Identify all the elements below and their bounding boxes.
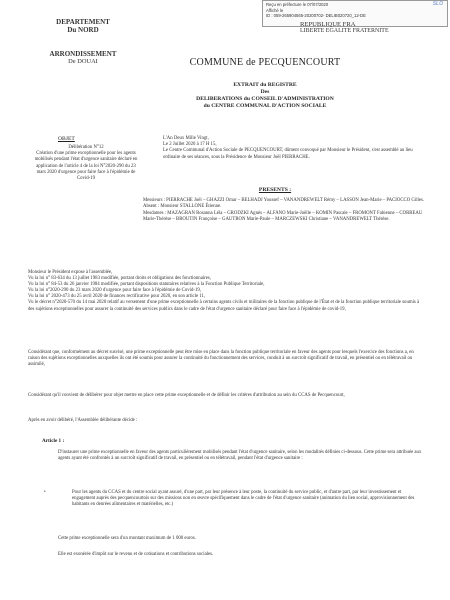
visa-4: Vu la loi n° 2020-473 du 25 avril 2020 de finances rectificative pour 2020, en son article 11,: [28, 294, 206, 300]
decision-intro: [28, 418, 423, 424]
republic-label: REPUBLIQUE FRA: [300, 21, 356, 28]
stamp-received: Reçu en préfecture le 07/07/2020: [266, 2, 329, 7]
visa-5: Vu le décret n°2020-570 du 14 mai 2020 relatif au versement d'une prime exceptionnelle à certains agents civils et militaires de la fonction publique de l'État et de la fonction publique territoriale soumis à des sujétions exceptionnelles pour assurer la continuité des services publics dans le cadre de l'état d'urgence sanitaire déclaré pour faire face à l'épidémie de covid-19,: [28, 300, 420, 312]
presents-title: PRESENTS :: [258, 187, 292, 193]
article-1-title: Article 1 :: [42, 438, 65, 444]
visa-2: Vu la loi n° 84-53 du 26 janvier 1984 modifiée, portant dispositions statutaires relatives à la Fonction Publique Territoriale,: [28, 282, 265, 288]
considerant-2: [28, 393, 423, 399]
bullet-item: [28, 490, 423, 508]
considerant-text-1: Considérant que, conformément au décret susvisé, une prime exceptionnelle peut être mise en place dans la fonction publique territoriale en faveur des agents pour lesquels l'exercice des fonctions a, en raison des sujétions exceptionnelles auxquelles ils ont été soumis pour assurer la continuité du fonctionnement des services, conduit à un surcroît significatif de travail, en présentiel ou en télétravail ou assimilé,: [28, 350, 414, 368]
article-1-text: D'instaurer une prime exceptionnelle en faveur des agents particulièrement mobilisés pendant l'état d'urgence sanitaire, selon les modalités définies ci-dessous. Cette prime sera attribuée aux agents ayant été confrontés à un surcroît significatif de travail, en présentiel ou en télétravail, pendant l'état d'urgence sanitaire :: [58, 450, 422, 462]
presents-list: Messieurs : PIERRACHE Joël – GHAZZI Omar – BELHADJ Youssef – VANANDREWELT Rémy – LASSON Jean-Marie – PACIOCCO Gilles. Absent : Monsieur STALLONE Étienne. Mesdames : MAZAGRAN Rosanna Léla – GRODZKI Agnès – ALFANO Marie-Joëlle – KOMIN Pascale – FROMONT Fabienne – CORREAU Marie-Thérèse – BROUTIN Françoise – GAUTRON Marie-Paule – MARCZEWSKI Christiane – VANANDREWELT Thérèse.: [143, 198, 425, 222]
visas-block: [28, 270, 423, 313]
visa-3: Vu la loi n°2020-290 du 23 mars 2020 d'urgence pour faire face à l'épidémie de Covid-19,: [28, 288, 201, 294]
closing-2: Elle est exonérée d'impôt sur le revenu et de cotisations et contributions sociales.: [58, 552, 214, 557]
body-intro: Monsieur le Président expose à l'assemblée,: [28, 270, 113, 275]
department-name: Du NORD: [67, 26, 99, 34]
objet-text: Délibération N°12 Création d'une prime exceptionnelle pour les agents mobilisés pendant l'état d'urgence sanitaire déclaré en application de l'article 4 de la loi N°2020-290 du 23 mars 2020 d'urgence pour faire face à l'épidémie de Covid-19: [34, 145, 138, 182]
closing-1: Cette prime exceptionnelle sera d'un montant maximum de 1 000 euros.: [58, 536, 196, 541]
visa-1: Vu la loi n° 83-634 du 13 juillet 1983 modifiée, portant droits et obligations des fonctionnaires,: [28, 276, 211, 282]
decision-text: Après en avoir délibéré, l'Assemblée délibérante décide :: [28, 418, 138, 423]
department-label: DEPARTEMENT: [56, 18, 110, 26]
commune-title: COMMUNE de PECQUENCOURT: [189, 57, 341, 68]
header-left: [28, 18, 138, 65]
extract-heading: [170, 82, 360, 110]
arrondissement-label: ARRONDISSEMENT: [49, 50, 117, 58]
extract-line-2: Des: [260, 89, 270, 95]
slo-logo: SLO: [432, 1, 443, 7]
objet-title: OBJET: [58, 136, 75, 142]
stamp-id: ID : 059-265904565-20200702- DELIB020720_12-DE: [266, 13, 366, 19]
bullet-mark: •: [44, 490, 46, 495]
considerant-text-2: Considérant qu'il convient de délibérer pour objet mettre en place cette prime exceptionnelle et de définir les critères d'attribution au sein du CCAS de Pecquencourt,: [28, 393, 345, 398]
preamble: L'An Deux Mille Vingt, Le 2 Juillet 2020 à 17 H 15, Le Centre Communal d'Action Sociale de PECQUENCOURT, dûment convoqué par Monsieur le Président, s'est assemblé au lieu ordinaire de ses séances, sous la Présidence de Monsieur Joël PIERRACHE.: [163, 136, 413, 160]
stamp-posted: Affiché le: [266, 7, 284, 13]
considerant-1: [28, 350, 423, 368]
header-right: [300, 21, 450, 36]
extract-line-1: EXTRAIT du REGISTRE: [233, 82, 297, 88]
extract-line-4: du CENTRE COMMUNAL D'ACTION SOCIALE: [203, 103, 327, 109]
extract-line-3: DELIBERATIONS du CONSEIL D'ADMINISTRATION: [196, 96, 334, 102]
bullet-text: Pour les agents du CCAS et du centre social ayant assuré, d'une part, par leur présence à leur poste, la continuité du service public, et d'autre part, par leur investissement et engagement auprès des pecquencourtois sur des missions non en œuvre spécifiquement dans le cadre de l'état d'urgence sanitaire (animation du lien social, approvisionnement des habitants en denrées alimentaires et matérielles, etc.): [72, 490, 415, 508]
arrondissement-name: De DOUAI: [68, 58, 98, 65]
motto: LIBERTE EGALITE FRATERNITE: [300, 28, 389, 35]
